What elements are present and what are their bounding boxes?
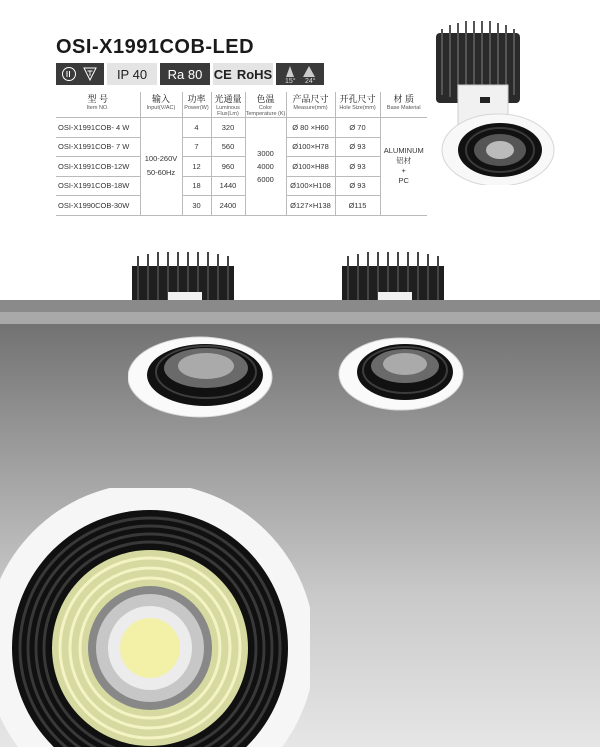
table-header-row bbox=[56, 92, 427, 118]
cell-hole: Ø115 bbox=[335, 196, 380, 216]
ceiling-edge bbox=[0, 312, 600, 324]
cell-flux: 960 bbox=[211, 157, 245, 177]
cell-power: 4 bbox=[182, 118, 211, 138]
cell-flux: 1440 bbox=[211, 176, 245, 196]
cell-hole: Ø 93 bbox=[335, 157, 380, 177]
cert-badge bbox=[56, 63, 104, 85]
cell-measure: Ø 80 ×H60 bbox=[286, 118, 335, 138]
table-row bbox=[56, 118, 427, 138]
ip-rating-badge: IP 40 bbox=[107, 63, 157, 85]
color-temp-6000: 6000 bbox=[257, 174, 274, 184]
beam-angle-badge bbox=[276, 63, 324, 85]
rohs-mark: RoHS bbox=[236, 66, 273, 82]
cell-measure: Ø127×H138 bbox=[286, 196, 335, 216]
header-flux: 光通量 Luminous Flux(Lm) bbox=[211, 92, 245, 118]
cell-item: OSI-X1991COB- 4 W bbox=[56, 118, 140, 138]
header-hole: 开孔尺寸 Hole Size(mm) bbox=[335, 92, 380, 118]
header-input: 输入 Input(V/AC) bbox=[140, 92, 182, 118]
cell-flux: 320 bbox=[211, 118, 245, 138]
cell-measure: Ø100×H108 bbox=[286, 176, 335, 196]
lens-closeup-photo bbox=[0, 488, 310, 747]
beam-angle-24: 24° bbox=[305, 78, 316, 85]
cell-power: 7 bbox=[182, 137, 211, 157]
cell-item: OSI-X1991COB- 7 W bbox=[56, 137, 140, 157]
cell-item: OSI-X1991COB-18W bbox=[56, 176, 140, 196]
installed-fixture-photo bbox=[338, 336, 468, 411]
input-frequency: 50-60Hz bbox=[146, 168, 176, 178]
cell-flux: 560 bbox=[211, 137, 245, 157]
header-item: 型 号 Item NO. bbox=[56, 92, 140, 118]
input-voltage: 100-260V bbox=[144, 154, 178, 164]
cell-color-temp bbox=[245, 118, 286, 216]
table-row bbox=[56, 157, 427, 177]
cell-hole: Ø 93 bbox=[335, 137, 380, 157]
certification-badges bbox=[56, 63, 324, 85]
ce-mark: CE bbox=[213, 66, 232, 82]
class-ii-triangle-icon bbox=[60, 66, 100, 82]
ceiling-top bbox=[0, 300, 600, 312]
table-row bbox=[56, 196, 427, 216]
header-power: 功率 Power(W) bbox=[182, 92, 211, 118]
product-title: OSI-X1991COB-LED bbox=[56, 36, 255, 58]
cell-power: 30 bbox=[182, 196, 211, 216]
table-row bbox=[56, 176, 427, 196]
material-aluminum: ALUMINUM bbox=[383, 146, 424, 156]
cell-measure: Ø100×H88 bbox=[286, 157, 335, 177]
ra-badge: Ra 80 bbox=[160, 63, 210, 85]
header-measure: 产品尺寸 Measure(mm) bbox=[286, 92, 335, 118]
installed-fixture-photo bbox=[128, 336, 288, 418]
cell-hole: Ø 70 bbox=[335, 118, 380, 138]
material-plus: + bbox=[401, 166, 406, 176]
material-pc: PC bbox=[398, 176, 409, 186]
cell-item: OSI-X1991COB-12W bbox=[56, 157, 140, 177]
ce-rohs-badge bbox=[213, 63, 273, 85]
cell-flux: 2400 bbox=[211, 196, 245, 216]
cell-measure: Ø100×H78 bbox=[286, 137, 335, 157]
table-row bbox=[56, 137, 427, 157]
product-photo bbox=[418, 15, 578, 185]
cell-power: 12 bbox=[182, 157, 211, 177]
spec-table bbox=[56, 92, 427, 216]
cell-power: 18 bbox=[182, 176, 211, 196]
cell-item: OSI-X1990COB-30W bbox=[56, 196, 140, 216]
material-cn: 铝材 bbox=[396, 156, 412, 166]
cell-input bbox=[140, 118, 182, 216]
color-temp-3000: 3000 bbox=[257, 148, 274, 158]
header-color-temp: 色温 Color Temperature (K) bbox=[245, 94, 286, 117]
beam-cone-icon bbox=[276, 63, 324, 85]
beam-angle-15: 15° bbox=[285, 78, 296, 85]
header-material: 材 质 Base Material bbox=[380, 92, 427, 118]
color-temp-4000: 4000 bbox=[257, 161, 274, 171]
cell-hole: Ø 93 bbox=[335, 176, 380, 196]
